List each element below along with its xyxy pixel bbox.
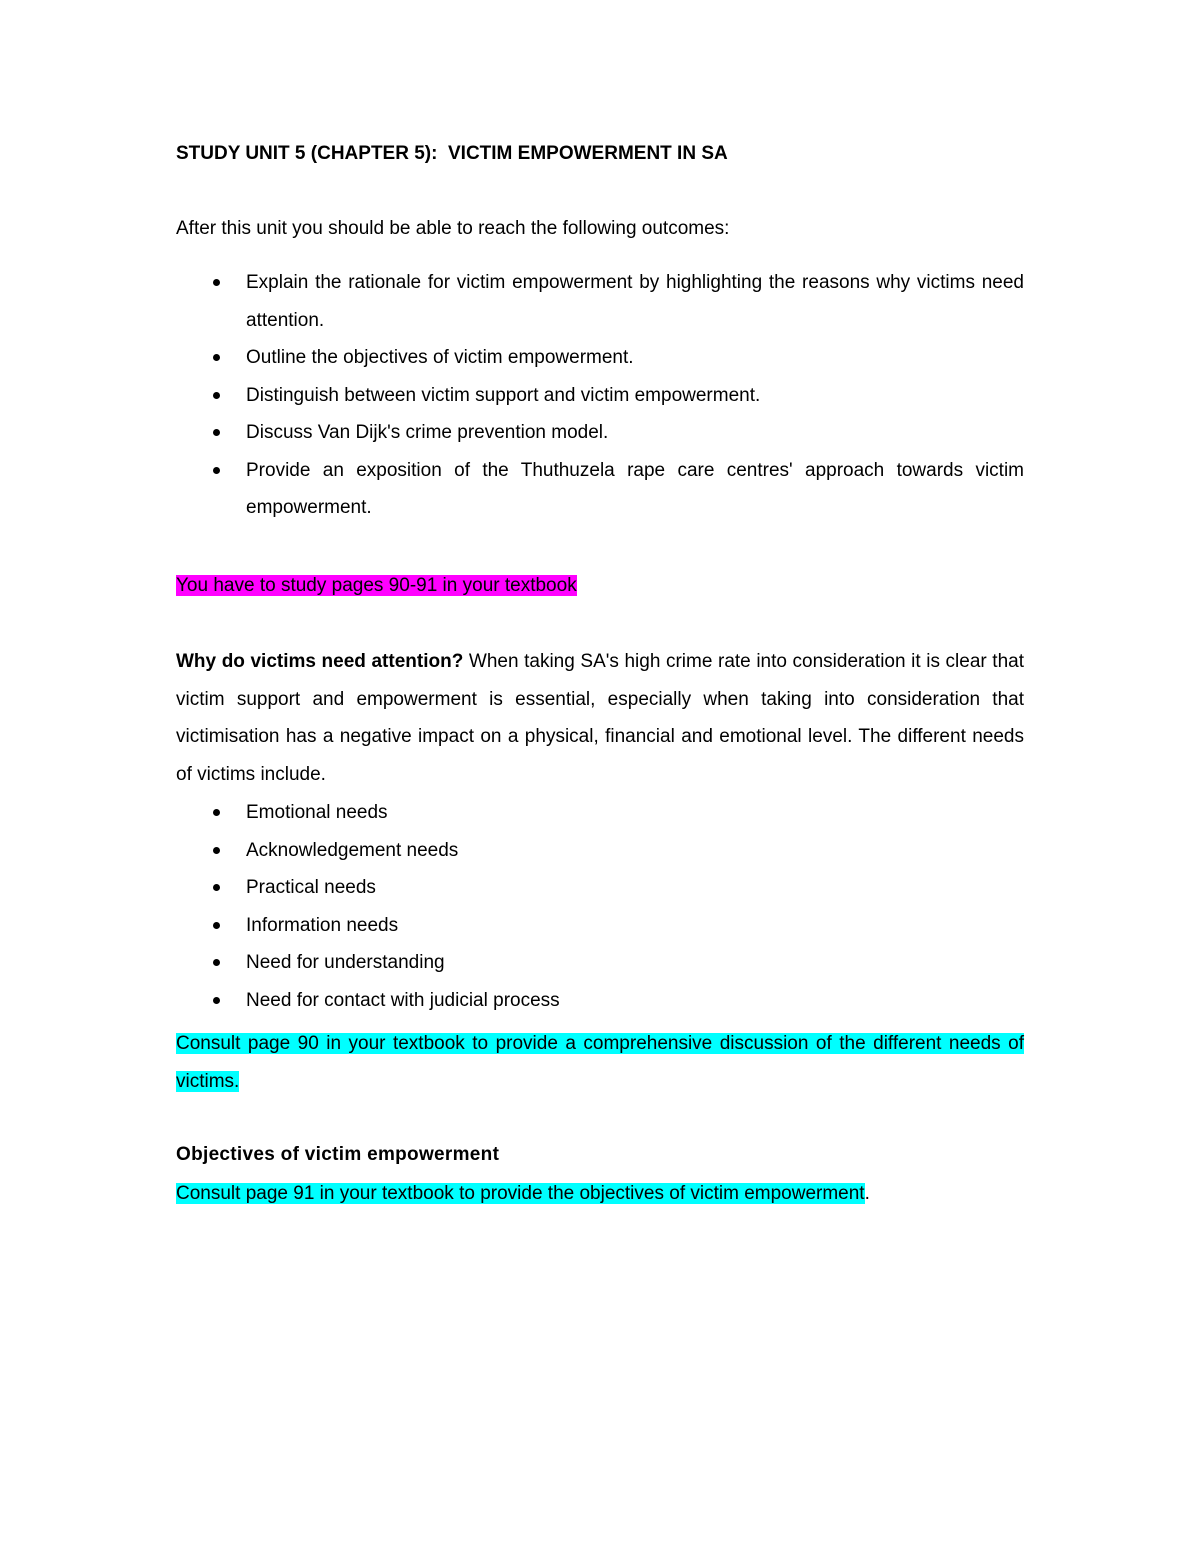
- need-text: Need for understanding: [246, 952, 445, 973]
- need-text: Practical needs: [246, 877, 376, 898]
- list-item: [176, 907, 1024, 945]
- bullet-icon: [213, 279, 220, 286]
- bullet-icon: [213, 392, 220, 399]
- consult-objectives-text: Consult page 91 in your textbook to provide the objectives of victim empowerment: [176, 1183, 865, 1204]
- study-note: [176, 567, 1024, 605]
- page-title: STUDY UNIT 5 (CHAPTER 5): VICTIM EMPOWERMENT IN SA: [176, 143, 728, 164]
- need-text: Acknowledgement needs: [246, 839, 459, 861]
- needs-list: [176, 794, 1024, 1019]
- bullet-icon: [213, 467, 220, 474]
- need-text: Emotional needs: [246, 802, 388, 823]
- bullet-icon: [213, 922, 220, 929]
- bullet-icon: [213, 997, 220, 1004]
- need-text: Information needs: [246, 914, 399, 936]
- consult-needs-text: Consult page 90 in your textbook to provide a comprehensive discussion of the different needs of victims.: [176, 1033, 1024, 1092]
- bullet-icon: [213, 847, 220, 854]
- outcome-text: Distinguish between victim support and victim empowerment.: [246, 384, 761, 406]
- list-item: [176, 264, 1024, 339]
- list-item: [176, 982, 1024, 1020]
- intro-text: After this unit you should be able to reach the following outcomes:: [176, 218, 730, 239]
- consult-needs-note: [176, 1025, 1024, 1100]
- list-item: [176, 377, 1024, 415]
- list-item: [176, 794, 1024, 832]
- list-item: [176, 944, 1024, 982]
- bullet-icon: [213, 429, 220, 436]
- bullet-icon: [213, 959, 220, 966]
- list-item: [176, 832, 1024, 870]
- need-text: Need for contact with judicial process: [246, 989, 560, 1011]
- bullet-icon: [213, 884, 220, 891]
- why-heading: Why do victims need attention?: [176, 651, 464, 672]
- outcome-text: Explain the rationale for victim empowerment by highlighting the reasons why victims need attention.: [246, 272, 1024, 331]
- consult-objectives-note: [176, 1175, 1024, 1213]
- list-item: [176, 414, 1024, 452]
- outcomes-list: [176, 264, 1024, 527]
- bullet-icon: [213, 354, 220, 361]
- list-item: [176, 869, 1024, 907]
- study-note-text: You have to study pages 90-91 in your textbook: [176, 575, 577, 596]
- list-item: [176, 339, 1024, 377]
- consult-objectives-period: .: [864, 1183, 870, 1204]
- outcome-text: Outline the objectives of victim empowerment.: [246, 347, 634, 368]
- list-item: [176, 452, 1024, 527]
- why-paragraph: [176, 643, 1024, 793]
- objectives-heading: Objectives of victim empowerment: [176, 1144, 500, 1165]
- outcome-text: Provide an exposition of the Thuthuzela rape care centres' approach towards victim empowerment.: [246, 459, 1024, 518]
- outcome-text: Discuss Van Dijk's crime prevention model.: [246, 422, 609, 443]
- bullet-icon: [213, 809, 220, 816]
- why-text: When taking SA's high crime rate into consideration it is clear that victim support and empowerment is essential, especially when taking into consideration that victimisation has a negative impact on a physical, financial and emotional level. The different needs of victims include.: [176, 651, 1024, 785]
